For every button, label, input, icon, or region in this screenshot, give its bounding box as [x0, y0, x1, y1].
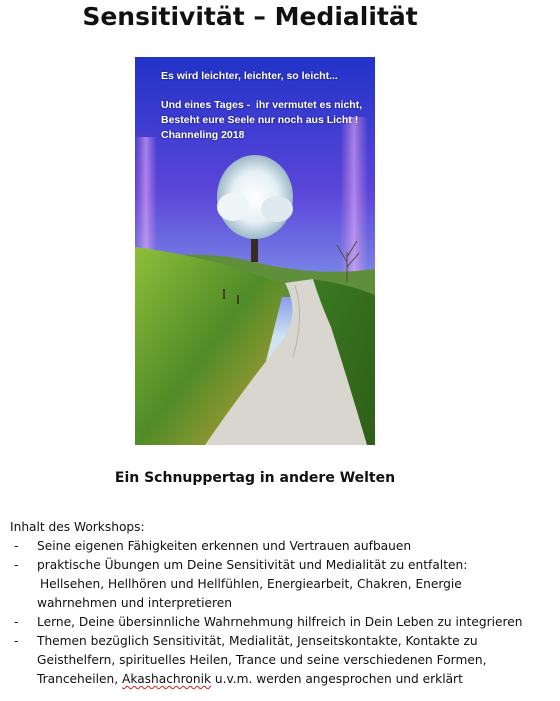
workshop-list [10, 537, 558, 689]
poster-image [135, 57, 375, 445]
poster-line: Besteht eure Seele nur noch aus Licht ! [161, 114, 359, 126]
poster-line: Und eines Tages - ihr vermutet es nicht, [161, 99, 363, 111]
spellcheck-word: Akashachronik [122, 672, 212, 686]
document-subtitle: Ein Schnuppertag in andere Welten [114, 470, 396, 486]
list-item: - Themen bezüglich Sensitivität, Medialität, Jenseitskontakte, Kontakte zu Geisthelfern, spirituelles Heilen, Trance und seine verschiedenen Formen, Tranceheilen, Akashachronik u.v.m. werden angesprochen und erklärt [14, 634, 487, 686]
poster-quote [161, 69, 371, 143]
workshop-intro: Inhalt des Workshops: [10, 520, 145, 534]
poster-line: Channeling 2018 [161, 129, 245, 141]
poster-line: Es wird leichter, leichter, so leicht... [161, 70, 338, 82]
list-item: - Seine eigenen Fähigkeiten erkennen und Vertrauen aufbauen [14, 539, 412, 553]
list-item: - praktische Übungen um Deine Sensitivität und Medialität zu entfalten: Hellsehen, Hellhören und Hellfühlen, Energiearbeit, Chakren, Energie wahrnehmen und interpretieren [14, 558, 468, 610]
document-title: Sensitivität – Medialität [82, 2, 418, 31]
list-item: - Lerne, Deine übersinnliche Wahrnehmung hilfreich in Dein Leben zu integrieren [14, 615, 523, 629]
workshop-content [10, 518, 558, 689]
